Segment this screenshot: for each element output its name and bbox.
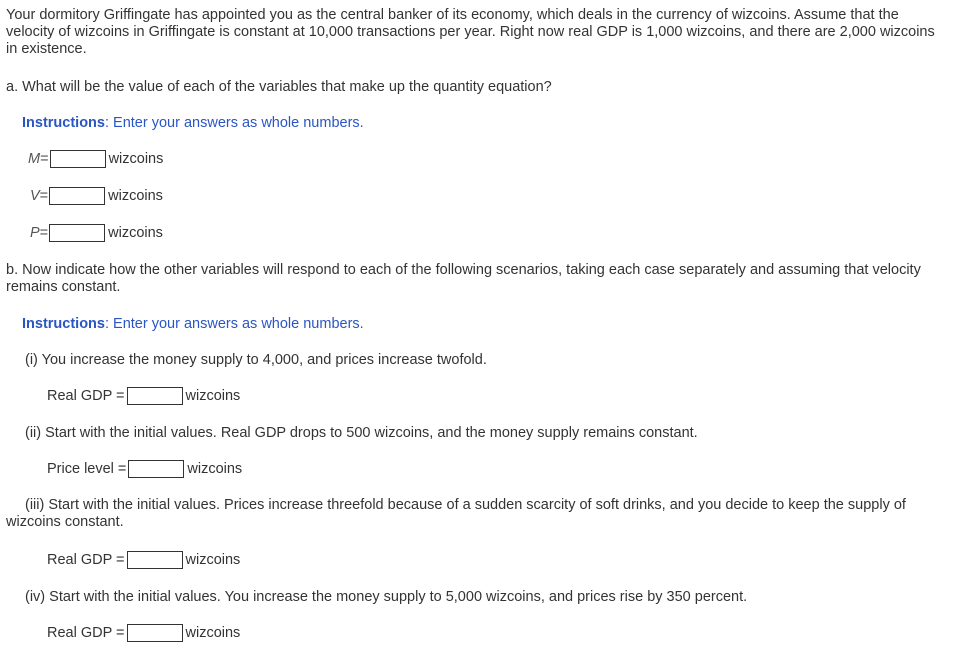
field-row-m xyxy=(28,149,163,169)
scenario-ii-text: (ii) Start with the initial values. Real GDP drops to 500 wizcoins, and the money supply remains constant. xyxy=(25,425,698,441)
real-gdp-label: Real GDP = xyxy=(47,388,125,404)
scenario-iv-answer-row xyxy=(47,623,240,643)
unit-label: wizcoins xyxy=(185,388,241,404)
equals-sign: = xyxy=(39,188,49,204)
scenario-iv-input[interactable] xyxy=(127,624,183,642)
equals-sign: = xyxy=(40,151,49,167)
scenario-i-text: (i) You increase the money supply to 4,000, and prices increase twofold. xyxy=(25,352,487,368)
scenario-iii-input[interactable] xyxy=(127,551,183,569)
instructions-label: Instructions xyxy=(22,115,105,131)
part-a-question: a. What will be the value of each of the variables that make up the quantity equation? xyxy=(6,79,552,95)
instructions-label: Instructions xyxy=(22,316,105,332)
scenario-ii-answer-row xyxy=(47,459,242,479)
equals-sign: = xyxy=(39,225,49,241)
p-input[interactable] xyxy=(49,224,105,242)
var-p-label: P xyxy=(30,225,40,241)
v-input[interactable] xyxy=(49,187,105,205)
unit-label: wizcoins xyxy=(108,225,163,241)
scenario-iii-text: (iii) Start with the initial values. Prices increase threefold because of a sudden scarcity of soft drinks, and you decide to keep the supply of wizcoins constant. xyxy=(6,497,906,530)
scenario-iii-answer-row xyxy=(47,550,240,570)
part-b-instructions xyxy=(22,316,364,333)
part-b-question: b. Now indicate how the other variables will respond to each of the following scenarios, taking each case separately and assuming that velocity remains constant. xyxy=(6,262,921,295)
scenario-iv-text: (iv) Start with the initial values. You increase the money supply to 5,000 wizcoins, and prices rise by 350 percent. xyxy=(25,589,748,605)
field-row-p xyxy=(30,223,163,243)
var-v-label: V xyxy=(30,188,40,204)
price-level-label: Price level = xyxy=(47,461,127,477)
field-row-v xyxy=(30,186,163,206)
var-m-label: M xyxy=(28,151,41,167)
unit-label: wizcoins xyxy=(185,552,241,568)
unit-label: wizcoins xyxy=(185,625,241,641)
instructions-text: : Enter your answers as whole numbers. xyxy=(104,115,364,131)
unit-label: wizcoins xyxy=(108,151,164,167)
scenario-ii-input[interactable] xyxy=(128,460,184,478)
real-gdp-label: Real GDP = xyxy=(47,625,125,641)
unit-label: wizcoins xyxy=(187,461,243,477)
intro-paragraph: Your dormitory Griffingate has appointed you as the central banker of its economy, which deals in the currency of wizcoins. Assume that the velocity of wizcoins in Griffingate is constant at 10,000 transactions per year. Right now real GDP is 1,000 wizcoins, and there are 2,000 wizcoins in existence. xyxy=(6,7,935,57)
part-a-instructions xyxy=(22,115,364,132)
unit-label: wizcoins xyxy=(108,188,163,204)
instructions-text: : Enter your answers as whole numbers. xyxy=(104,316,364,332)
m-input[interactable] xyxy=(50,150,106,168)
scenario-i-answer-row xyxy=(47,386,240,406)
scenario-i-input[interactable] xyxy=(127,387,183,405)
real-gdp-label: Real GDP = xyxy=(47,552,125,568)
